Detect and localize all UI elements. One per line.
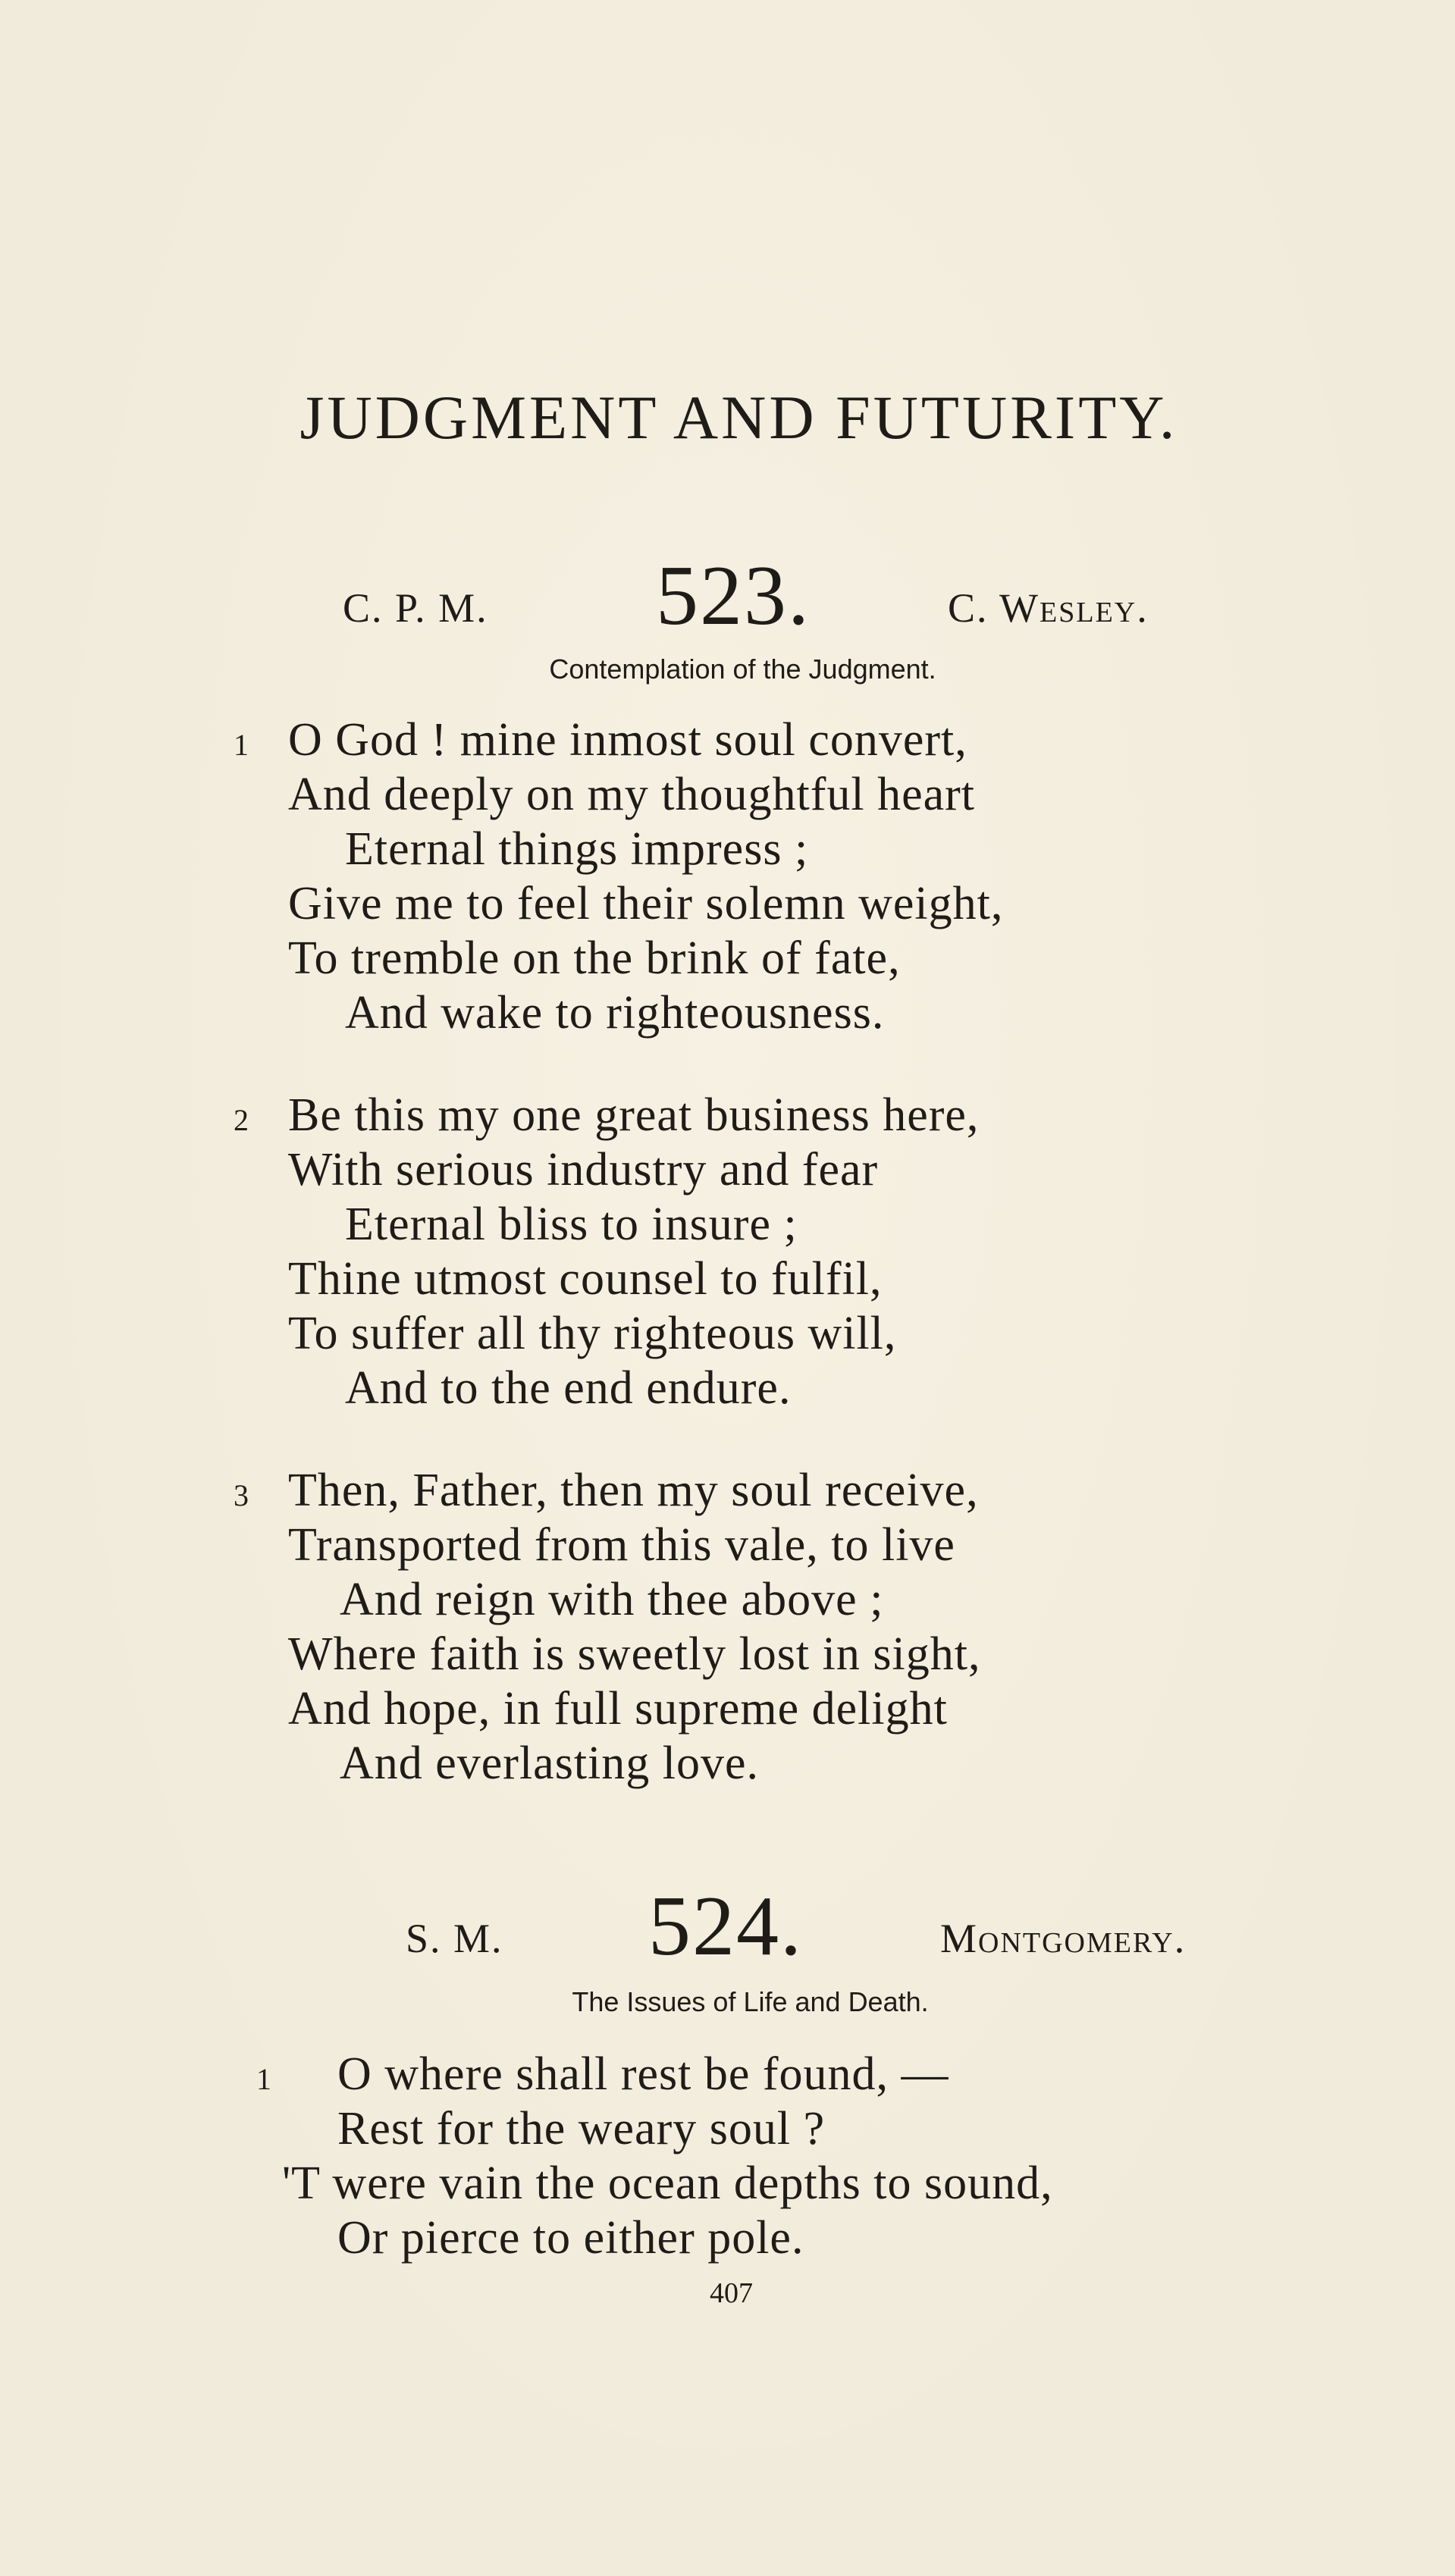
verse-line: Rest for the weary soul ? — [337, 2103, 826, 2155]
verse-line: Be this my one great business here, — [288, 1089, 980, 1141]
verse-line: Where faith is sweetly lost in sight, — [288, 1628, 981, 1680]
verse-line: O where shall rest be found, — — [337, 2048, 949, 2100]
verse-line: To tremble on the brink of fate, — [288, 932, 901, 984]
hymn-number: 523. — [656, 549, 811, 643]
hymn-author: Montgomery. — [940, 1916, 1187, 1961]
hymn-subtitle: Contemplation of the Judgment. — [549, 653, 936, 685]
hymn-meter: C. P. M. — [343, 585, 488, 631]
verse-line: Transported from this vale, to live — [288, 1519, 955, 1571]
hymn-author: C. Wesley. — [948, 585, 1149, 631]
verse-line: And reign with thee above ; — [340, 1574, 884, 1625]
stanza-number: 1 — [256, 2062, 271, 2096]
verse-line: Eternal things impress ; — [345, 823, 809, 875]
hymn-subtitle: The Issues of Life and Death. — [572, 1986, 929, 2017]
hymn-524-header — [0, 1876, 1455, 1973]
section-title: JUDGMENT AND FUTURITY. — [299, 383, 1178, 452]
verse-line: And everlasting love. — [340, 1738, 760, 1789]
verse-line: And to the end endure. — [345, 1362, 792, 1414]
stanza-number: 2 — [234, 1103, 249, 1137]
verse-line: And wake to righteousness. — [345, 987, 885, 1039]
verse-line: To suffer all thy righteous will, — [288, 1308, 897, 1359]
stanza-number: 1 — [234, 728, 249, 762]
stanza-number: 3 — [234, 1478, 249, 1512]
verse-line: With serious industry and fear — [288, 1144, 879, 1196]
verse-line: O God ! mine inmost soul convert, — [288, 714, 967, 766]
hymn-number: 524. — [648, 1879, 803, 1973]
verse-line: And hope, in full supreme delight — [288, 1683, 948, 1735]
verse-line: Thine utmost counsel to fulfil, — [288, 1253, 883, 1305]
verse-line: 'T were vain the ocean depths to sound, — [282, 2158, 1053, 2209]
verse-line: Then, Father, then my soul receive, — [288, 1465, 979, 1516]
verse-line: Eternal bliss to insure ; — [345, 1199, 798, 1250]
hymn-523-header — [0, 546, 1455, 643]
page-number: 407 — [710, 2277, 753, 2309]
verse-line: Give me to feel their solemn weight, — [288, 878, 1004, 929]
hymn-meter: S. M. — [406, 1916, 503, 1961]
verse-line: And deeply on my thoughtful heart — [288, 769, 975, 820]
verse-line: Or pierce to either pole. — [337, 2212, 804, 2264]
